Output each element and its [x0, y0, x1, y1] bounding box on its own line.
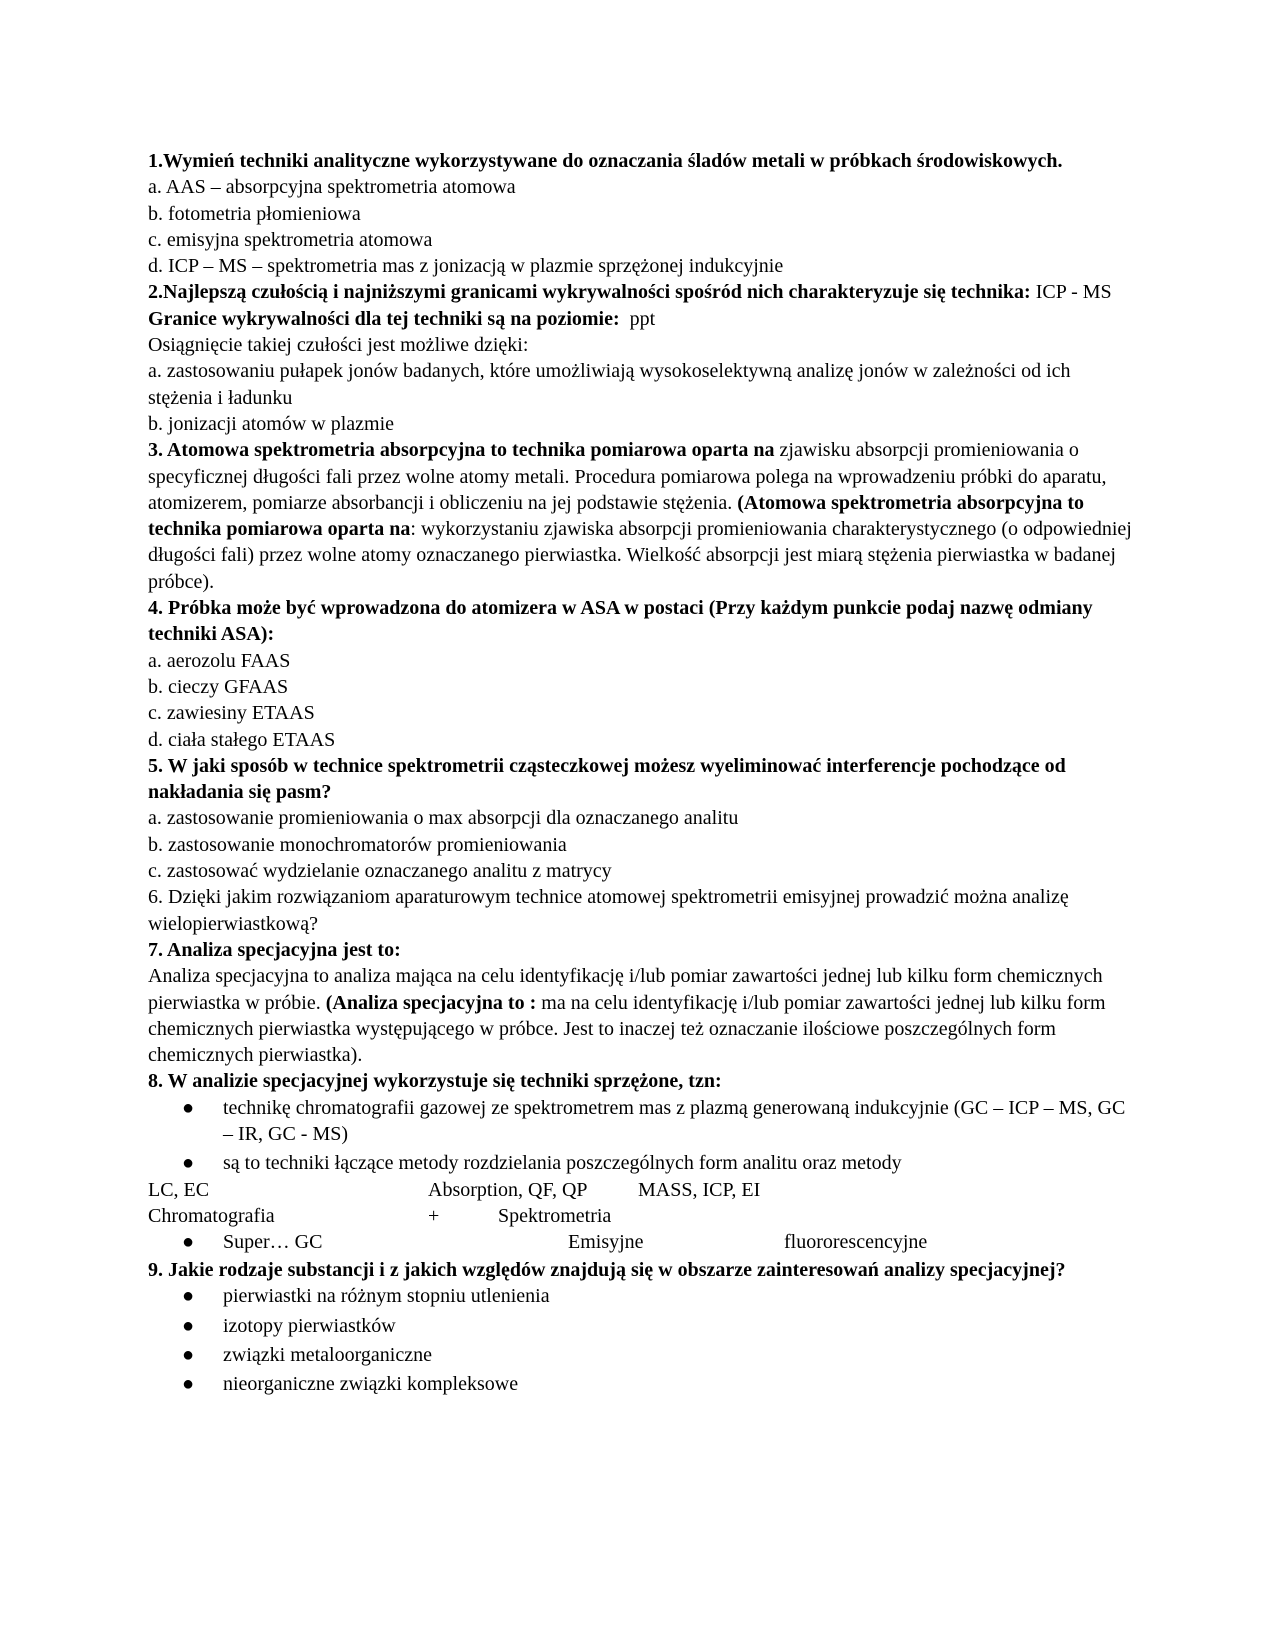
- q2-limits: Granice wykrywalności dla tej techniki są na poziomie: ppt: [148, 307, 656, 330]
- q8-row2-col2: +: [428, 1204, 440, 1227]
- q7-title: 7. Analiza specjacyjna jest to:: [148, 938, 401, 961]
- q5-item-c: c. zastosować wydzielanie oznaczanego analitu z matrycy: [148, 860, 612, 883]
- q9-bullet-list: [148, 1283, 1138, 1397]
- q2-item-a: a. zastosowaniu pułapek jonów badanych, które umożliwiają wysokoselektywną analizę jonów w zależności od ich stężenia i ładunku: [148, 360, 1071, 409]
- q8-row2-col1: Chromatografia: [148, 1204, 275, 1227]
- q9-bullet-4: ● nieorganiczne związki kompleksowe: [148, 1371, 1138, 1397]
- q8-title: 8. W analizie specjacyjnej wykorzystuje się techniki sprzężone, tzn:: [148, 1070, 722, 1093]
- q5-title: 5. W jaki sposób w technice spektrometrii cząsteczkowej możesz wyeliminować interferencje pochodzące od nakładania się pasm?: [148, 754, 1066, 804]
- q8-row1-col2: Absorption, QF, QP: [428, 1178, 588, 1201]
- bullet-icon: ●: [182, 1152, 195, 1175]
- q8-bullet-list: [148, 1095, 1138, 1177]
- document-content: [148, 148, 1138, 1401]
- bullet-icon: ●: [182, 1314, 195, 1337]
- q8-row3-col2: Emisyjne: [568, 1231, 644, 1254]
- q8-table-row-3: [148, 1229, 1138, 1257]
- q8-table-row-2: [148, 1203, 1138, 1229]
- q5-item-a: a. zastosowanie promieniowania o max absorpcji dla oznaczanego analitu: [148, 807, 739, 830]
- q8-row3-col1: Super… GC: [223, 1231, 323, 1254]
- bullet-icon: ●: [182, 1373, 195, 1396]
- q1-item-b: b. fotometria płomieniowa: [148, 202, 361, 225]
- q4-item-c: c. zawiesiny ETAAS: [148, 702, 315, 725]
- bullet-icon: ●: [182, 1344, 195, 1367]
- q2-title: 2.Najlepszą czułością i najniższymi granicami wykrywalności spośród nich charakteryzuje się technika: ICP - MS: [148, 281, 1112, 304]
- q4-item-a: a. aerozolu FAAS: [148, 649, 291, 672]
- bullet-icon: ●: [182, 1231, 195, 1254]
- q8-row2-col3: Spektrometria: [498, 1204, 612, 1227]
- q7-paragraph: Analiza specjacyjna to analiza mająca na celu identyfikację i/lub pomiar zawartości jednej lub kilku form chemicznych pierwiastka w próbie. (Analiza specjacyjna to : ma na celu identyfikację i/lub pomiar zawartości jednej lub kilku form chemicznych pierwiastka występującego w próbce. Jest to inaczej też oznaczanie ilościowe poszczególnych form chemicznych pierwiastka).: [148, 965, 1106, 1067]
- q8-row3-col3: fluororescencyjne: [784, 1231, 928, 1254]
- q6-text: 6. Dzięki jakim rozwiązaniom aparaturowym technice atomowej spektrometrii emisyjnej prowadzić można analizę wielopierwiastkową?: [148, 886, 1069, 935]
- q9-bullet-2: ● izotopy pierwiastków: [148, 1313, 1138, 1339]
- q9-bullet-3: ● związki metaloorganiczne: [148, 1342, 1138, 1368]
- q4-item-b: b. cieczy GFAAS: [148, 675, 289, 698]
- q9-bullet-1: ● pierwiastki na różnym stopniu utlenienia: [148, 1283, 1138, 1309]
- q8-row1-col3: MASS, ICP, EI: [638, 1178, 761, 1201]
- q8-bullet-2: ● są to techniki łączące metody rozdzielania poszczególnych form analitu oraz metody: [148, 1150, 1138, 1176]
- q1-item-c: c. emisyjna spektrometria atomowa: [148, 228, 433, 251]
- q2-intro: Osiągnięcie takiej czułości jest możliwe dzięki:: [148, 334, 529, 357]
- bullet-icon: ●: [182, 1285, 195, 1308]
- q1-title: 1.Wymień techniki analityczne wykorzystywane do oznaczania śladów metali w próbkach środowiskowych.: [148, 150, 1063, 172]
- q9-title: 9. Jakie rodzaje substancji i z jakich względów znajdują się w obszarze zainteresowań analizy specjacyjnej?: [148, 1259, 1066, 1282]
- q2-item-b: b. jonizacji atomów w plazmie: [148, 412, 395, 435]
- q8-table-row-1: [148, 1177, 1138, 1203]
- q8-row1-col1: LC, EC: [148, 1178, 210, 1201]
- q4-title: 4. Próbka może być wprowadzona do atomizera w ASA w postaci (Przy każdym punkcie podaj nazwę odmiany techniki ASA):: [148, 597, 1093, 646]
- q1-item-a: a. AAS – absorpcyjna spektrometria atomowa: [148, 176, 516, 199]
- bullet-icon: ●: [182, 1096, 195, 1119]
- q8-bullet-1: ● technikę chromatografii gazowej ze spektrometrem mas z plazmą generowaną indukcyjnie (GC – ICP – MS, GC – IR, GC - MS): [182, 1096, 1126, 1145]
- q1-item-d: d. ICP – MS – spektrometria mas z jonizacją w plazmie sprzężonej indukcyjnie: [148, 255, 784, 278]
- q3-paragraph: 3. Atomowa spektrometria absorpcyjna to technika pomiarowa oparta na zjawisku absorpcji promieniowania o specyficznej długości fali przez wolne atomy metali. Procedura pomiarowa polega na wprowadzeniu próbki do aparatu, atomizerem, pomiarze absorbancji i obliczeniu na jej podstawie stężenia. (Atomowa spektrometria absorpcyjna to technika pomiarowa oparta na: wykorzystaniu zjawiska absorpcji promieniowania charakterystycznego (o odpowiedniej długości fali) przez wolne atomy oznaczanego pierwiastka. Wielkość absorpcji jest miarą stężenia pierwiastka w badanej próbce).: [148, 439, 1132, 593]
- q4-item-d: d. ciała stałego ETAAS: [148, 728, 336, 751]
- q5-item-b: b. zastosowanie monochromatorów promieniowania: [148, 833, 567, 856]
